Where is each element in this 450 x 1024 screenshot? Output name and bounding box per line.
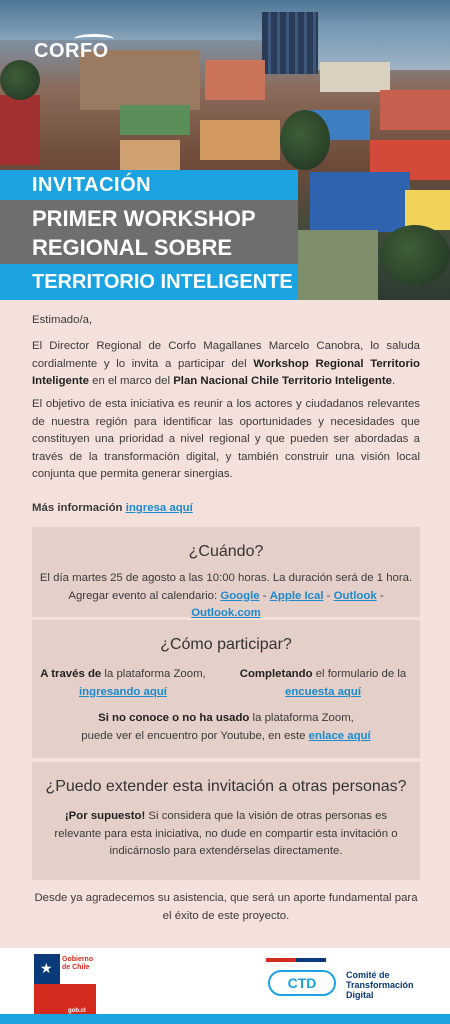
hero-tree	[380, 225, 450, 285]
hero-house	[310, 172, 410, 232]
calendar-separator: -	[323, 589, 334, 602]
extend-text	[44, 808, 408, 861]
title-workshop-line-1: PRIMER WORKSHOP	[32, 206, 256, 231]
hero-tower-building	[262, 12, 318, 74]
intro-bold-plan: Plan Nacional Chile Territorio Inteligente	[173, 375, 392, 387]
gob-line-1: Gobierno	[62, 956, 94, 963]
ctd-mark-icon	[268, 970, 336, 996]
calendar-outlook-link[interactable]: Outlook	[333, 589, 377, 602]
how-zoom-bold: A través de	[40, 668, 102, 680]
when-title: ¿Cuándo?	[188, 543, 264, 560]
ctd-mark-text: CTD	[287, 975, 317, 991]
title-workshop-line-2: REGIONAL SOBRE	[32, 235, 233, 260]
gob-flag-red	[34, 984, 96, 1016]
how-survey-text: el formulario de la	[312, 668, 407, 680]
greeting: Estimado/a,	[32, 314, 93, 326]
extend-body: Si considera que la visión de otras personas es relevante para esta iniciativa, no dude en compartir esta invitación o indicárnoslo para extendérselas directamente.	[54, 810, 398, 857]
gob-flag-blue	[34, 954, 60, 984]
objective-paragraph: El objetivo de esta iniciativa es reunir a los actores y ciudadanos relevantes de nuestra región para identificar las oportunidades y necesidades que constituyen una prioridad a nivel regional y que pueden ser abordadas a través de la transformación digital, y también construir una visión local conjunta que permita generar sinergias.	[32, 398, 420, 480]
more-info	[32, 500, 420, 518]
more-info-label: Más información	[32, 502, 126, 514]
calendar-separator: -	[376, 589, 384, 602]
title-invitation: INVITACIÓN	[0, 170, 298, 200]
intro-text-3: .	[391, 375, 396, 387]
hero-house	[380, 90, 450, 130]
calendar-outlookcom-link[interactable]: Outlook.com	[191, 607, 261, 619]
how-zoom-text: la plataforma Zoom,	[101, 668, 206, 680]
zoom-link[interactable]: ingresando aquí	[79, 685, 167, 698]
extend-bold: ¡Por supuesto!	[64, 810, 146, 822]
ctd-label	[346, 970, 414, 1000]
how-survey-option	[228, 666, 418, 701]
when-datetime: El día martes 25 de agosto a las 10:00 horas. La duración será de 1 hora.	[39, 572, 413, 584]
calendar-label: Agregar evento al calendario:	[68, 589, 221, 602]
intro-text-2: en el marco del	[88, 375, 174, 387]
how-youtube-option	[32, 710, 420, 745]
gob-url: gob.cl	[68, 1008, 86, 1014]
bottom-accent-bar	[0, 1014, 450, 1024]
intro-bold-workshop: Workshop Regional Territorio Inteligente	[32, 357, 420, 387]
title-workshop	[0, 200, 298, 266]
how-title: ¿Cómo participar?	[160, 636, 292, 653]
how-zoom-option	[28, 666, 218, 701]
gob-line-2: de Chile	[62, 964, 90, 971]
calendar-links	[32, 588, 420, 623]
when-section	[32, 527, 420, 617]
hero-house	[200, 120, 280, 160]
survey-link[interactable]: encuesta aquí	[285, 685, 361, 698]
how-youtube-text: la plataforma Zoom,	[249, 712, 354, 724]
how-youtube-bold: Si no conoce o no ha usado	[98, 712, 250, 724]
ctd-line-1: Comité de	[346, 970, 390, 980]
hero-tree	[280, 110, 330, 170]
ctd-stripe	[266, 958, 326, 962]
ctd-logo	[266, 958, 426, 1008]
calendar-apple-link[interactable]: Apple Ical	[269, 589, 324, 602]
hero-house	[405, 190, 450, 230]
gobierno-de-chile-logo	[34, 954, 96, 1016]
how-survey-bold: Completando	[239, 668, 313, 680]
extend-title: ¿Puedo extender esta invitación a otras personas?	[45, 778, 407, 795]
hero-house	[0, 95, 40, 165]
hero-tree	[0, 60, 40, 100]
ctd-line-3: Digital	[346, 990, 374, 1000]
hero-house	[205, 60, 265, 100]
youtube-link[interactable]: enlace aquí	[308, 729, 371, 742]
how-youtube-text-2: puede ver el encuentro por Youtube, en este	[81, 729, 309, 742]
hero-house	[320, 62, 390, 92]
star-icon: ★	[40, 960, 53, 976]
intro-paragraph	[32, 338, 420, 391]
calendar-separator: -	[259, 589, 270, 602]
gob-text	[62, 956, 93, 972]
corfo-logo	[34, 40, 109, 63]
more-info-link[interactable]: ingresa aquí	[125, 502, 193, 514]
corfo-logo-text: CORFO	[34, 40, 109, 62]
closing-text: Desde ya agradecemos su asistencia, que será un aporte fundamental para el éxito de este proyecto.	[34, 892, 418, 922]
calendar-google-link[interactable]: Google	[220, 589, 260, 602]
ctd-line-2: Transformación	[346, 980, 414, 990]
corfo-logo-arc	[74, 34, 114, 44]
intro-text-1: El Director Regional de Corfo Magallanes Marcelo Canobra, lo saluda cordialmente y lo invita a participar del	[32, 340, 420, 370]
title-territorio: TERRITORIO INTELIGENTE	[0, 264, 298, 300]
hero-house	[120, 105, 190, 135]
hero-house	[120, 140, 180, 170]
hero-house	[298, 230, 378, 300]
